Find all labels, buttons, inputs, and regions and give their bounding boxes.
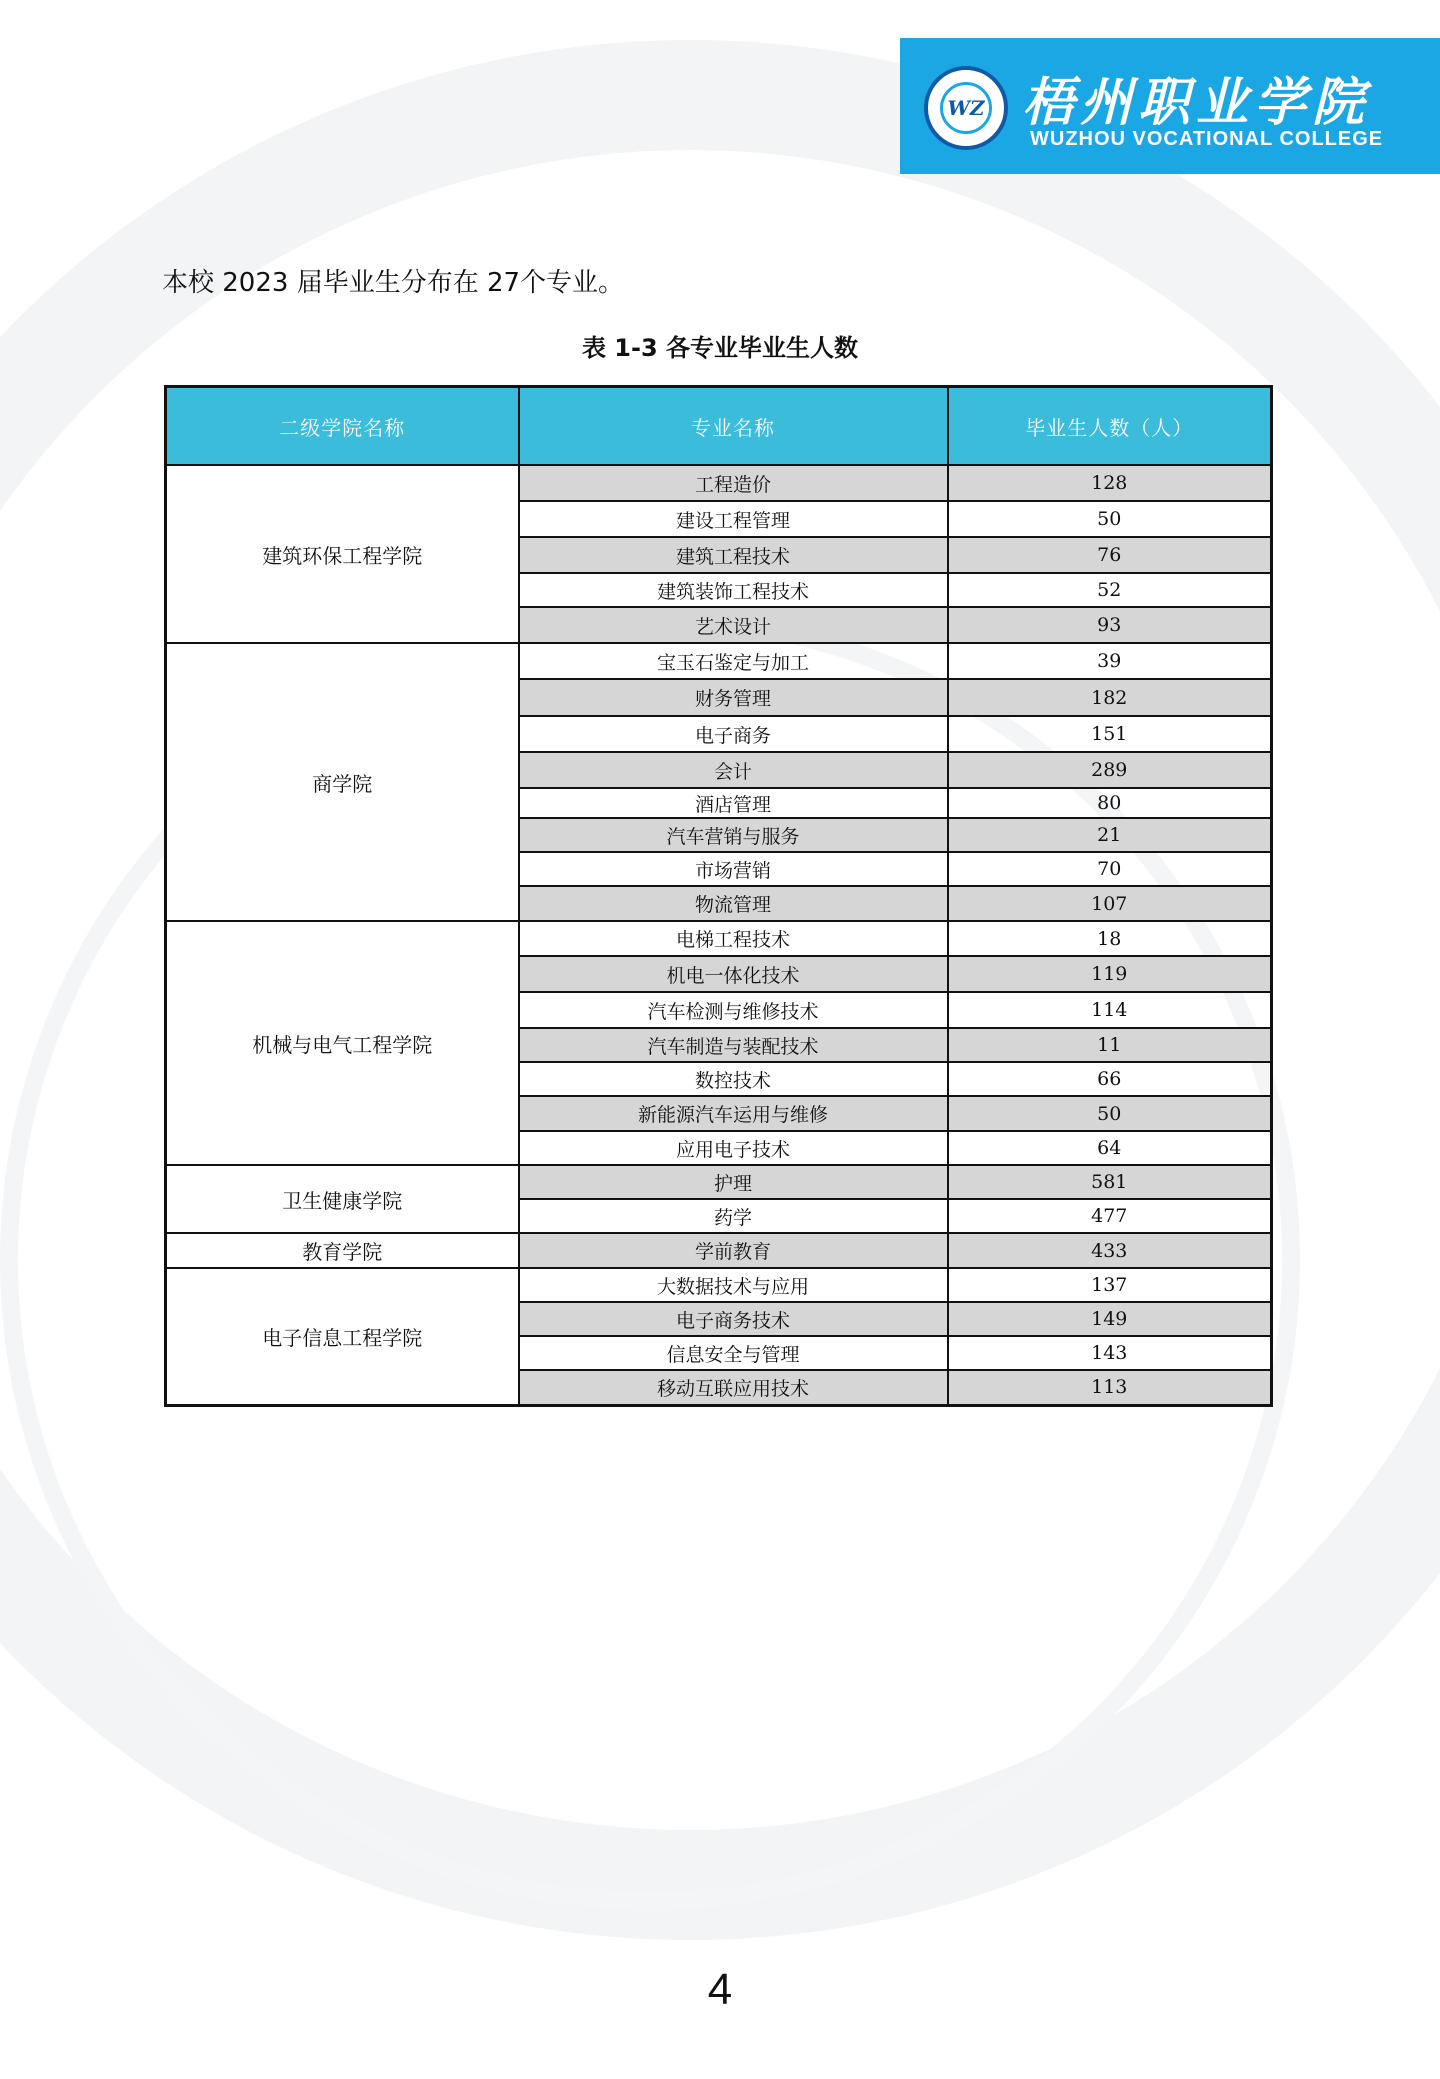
- graduate-count-cell: 66: [948, 1062, 1272, 1096]
- graduate-count-cell: 80: [948, 788, 1272, 818]
- college-name-cell: 教育学院: [166, 1233, 519, 1268]
- major-name-cell: 电梯工程技术: [519, 921, 948, 956]
- header-count: 毕业生人数（人）: [948, 387, 1272, 466]
- header-banner: [900, 38, 1440, 174]
- major-name-cell: 电子商务技术: [519, 1302, 948, 1336]
- major-name-cell: 市场营销: [519, 852, 948, 886]
- college-seal-logo-icon: [924, 66, 1008, 150]
- college-name-cell: 电子信息工程学院: [166, 1268, 519, 1405]
- college-name-cell: 卫生健康学院: [166, 1165, 519, 1233]
- college-name-en: WUZHOU VOCATIONAL COLLEGE: [1030, 128, 1384, 150]
- table-header-row: [166, 387, 1272, 466]
- major-name-cell: 建设工程管理: [519, 501, 948, 537]
- college-name-cell: 建筑环保工程学院: [166, 465, 519, 643]
- major-name-cell: 护理: [519, 1165, 948, 1199]
- graduate-count-cell: 70: [948, 852, 1272, 886]
- graduate-count-cell: 433: [948, 1233, 1272, 1268]
- graduate-count-cell: 137: [948, 1268, 1272, 1302]
- major-name-cell: 电子商务: [519, 716, 948, 752]
- graduate-count-cell: 151: [948, 716, 1272, 752]
- table-row: [166, 921, 1272, 956]
- college-name-cn: 梧州职业学院: [1022, 72, 1371, 133]
- major-name-cell: 机电一体化技术: [519, 956, 948, 992]
- major-name-cell: 物流管理: [519, 886, 948, 921]
- header-major: 专业名称: [519, 387, 948, 466]
- major-name-cell: 会计: [519, 752, 948, 788]
- graduate-count-cell: 477: [948, 1199, 1272, 1233]
- table-row: [166, 465, 1272, 501]
- graduate-count-cell: 114: [948, 992, 1272, 1028]
- major-name-cell: 数控技术: [519, 1062, 948, 1096]
- major-name-cell: 新能源汽车运用与维修: [519, 1096, 948, 1131]
- graduate-count-cell: 182: [948, 679, 1272, 716]
- graduate-count-cell: 119: [948, 956, 1272, 992]
- graduate-count-cell: 581: [948, 1165, 1272, 1199]
- graduate-count-cell: 128: [948, 465, 1272, 501]
- table-row: [166, 1233, 1272, 1268]
- table-body: [166, 465, 1272, 1405]
- intro-paragraph: 本校 2023 届毕业生分布在 27个专业。: [162, 268, 625, 298]
- table-row: [166, 1268, 1272, 1302]
- major-name-cell: 建筑工程技术: [519, 537, 948, 573]
- graduate-count-cell: 113: [948, 1370, 1272, 1405]
- major-name-cell: 建筑装饰工程技术: [519, 573, 948, 607]
- major-name-cell: 大数据技术与应用: [519, 1268, 948, 1302]
- graduate-count-cell: 52: [948, 573, 1272, 607]
- graduate-count-cell: 18: [948, 921, 1272, 956]
- college-name-cell: 商学院: [166, 643, 519, 921]
- graduate-count-cell: 64: [948, 1131, 1272, 1165]
- graduate-count-cell: 76: [948, 537, 1272, 573]
- table-row: [166, 1165, 1272, 1199]
- graduate-count-cell: 21: [948, 818, 1272, 852]
- major-name-cell: 艺术设计: [519, 607, 948, 643]
- graduate-count-cell: 107: [948, 886, 1272, 921]
- table-row: [166, 643, 1272, 679]
- graduate-count-cell: 11: [948, 1028, 1272, 1062]
- major-name-cell: 工程造价: [519, 465, 948, 501]
- college-name-cell: 机械与电气工程学院: [166, 921, 519, 1165]
- major-name-cell: 汽车检测与维修技术: [519, 992, 948, 1028]
- major-name-cell: 财务管理: [519, 679, 948, 716]
- graduate-count-cell: 149: [948, 1302, 1272, 1336]
- graduates-by-major-table: [164, 385, 1273, 1407]
- major-name-cell: 学前教育: [519, 1233, 948, 1268]
- major-name-cell: 应用电子技术: [519, 1131, 948, 1165]
- major-name-cell: 信息安全与管理: [519, 1336, 948, 1370]
- seal-monogram: WZ: [940, 82, 992, 134]
- major-name-cell: 移动互联应用技术: [519, 1370, 948, 1405]
- header-college: 二级学院名称: [166, 387, 519, 466]
- major-name-cell: 酒店管理: [519, 788, 948, 818]
- major-name-cell: 药学: [519, 1199, 948, 1233]
- graduate-count-cell: 289: [948, 752, 1272, 788]
- table-caption: 表 1-3 各专业毕业生人数: [581, 334, 859, 362]
- graduate-count-cell: 50: [948, 501, 1272, 537]
- major-name-cell: 汽车营销与服务: [519, 818, 948, 852]
- graduate-count-cell: 39: [948, 643, 1272, 679]
- graduate-count-cell: 143: [948, 1336, 1272, 1370]
- major-name-cell: 宝玉石鉴定与加工: [519, 643, 948, 679]
- major-name-cell: 汽车制造与装配技术: [519, 1028, 948, 1062]
- page-number: 4: [707, 1965, 733, 2014]
- graduate-count-cell: 50: [948, 1096, 1272, 1131]
- graduate-count-cell: 93: [948, 607, 1272, 643]
